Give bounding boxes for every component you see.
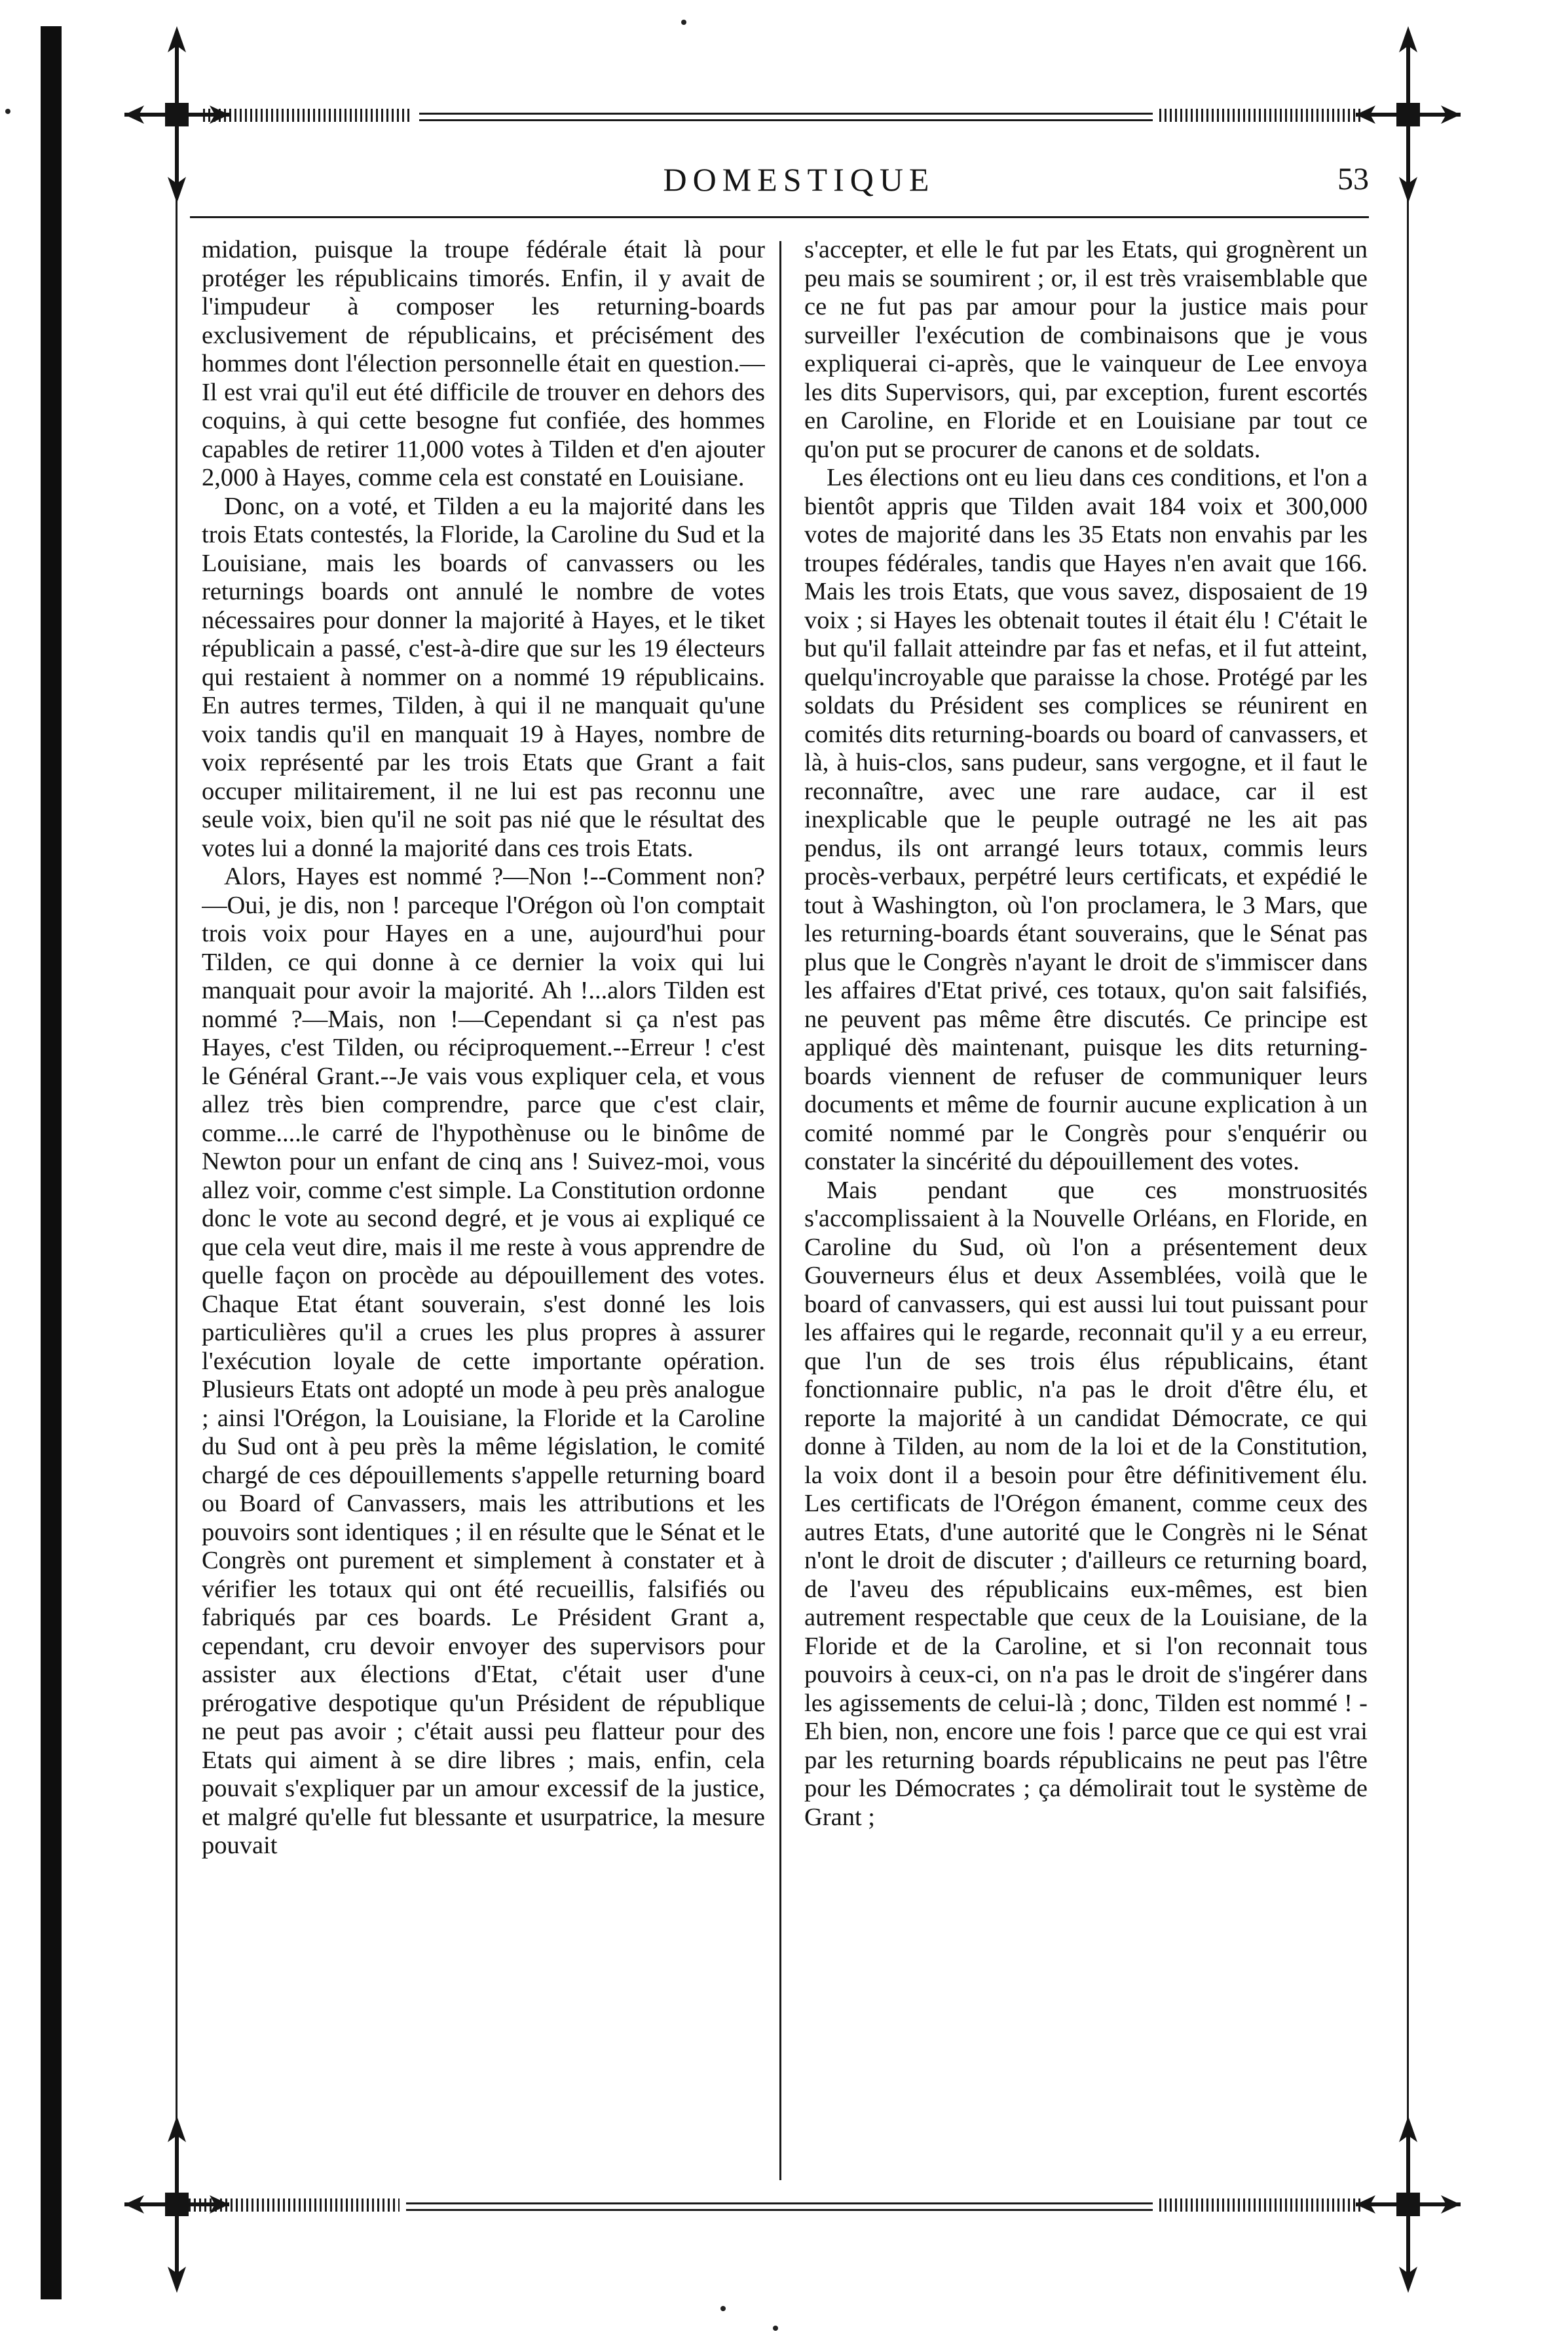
text-column-right <box>804 236 1368 2185</box>
paragraph: s'accepter, et elle le fut par les Etats, qui grognèrent un peu mais se soumirent ; or, il est très vraisemblable que ce ne fut pas par amour pour la justice mais pour surveiller l'exécution de combinaisons que je vous expliquerai ci-après, que le vainqueur de Lee envoya les dits Supervisors, qui, par exception, furent escortés en Caroline, en Floride et en Louisiane par tout ce qu'on put se procurer de canons et de soldats. <box>804 236 1368 463</box>
border-right-rule <box>1407 197 1409 2149</box>
paragraph: Mais pendant que ces monstruosités s'accomplissaient à la Nouvelle Orléans, en Floride, en Caroline du Sud, où l'on a présentement deux Gouverneurs élus et deux Assemblées, voilà que le board of canvassers, qui est aussi lui tout puissant pour les affaires qui le regarde, reconnait qu'il y a eu erreur, que l'un de ses trois élus républicains, étant fonctionnaire public, n'a pas le droit d'être élu, et reporte la majorité à un candidat Démocrate, ce qui donne à Tilden, au nom de la loi et de la Constitution, la voix dont il a besoin pour être définitivement élu. Les certificats de l'Orégon émanent, comme ceux des autres Etats, d'une autorité que le Congrès ni le Sénat n'ont le droit de discuter ; d'ailleurs ce returning board, de l'aveu des républicains eux-mêmes, est bien autrement respectable que ceux de la Louisiane, de la Floride et de la Caroline, et si l'on reconnait tous pouvoirs à ceux-ci, on n'a pas le droit de s'ingérer dans les agissements de celui-là ; donc, Tilden est nommé ! -Eh bien, non, encore une fois ! parce que ce qui est vrai par les returning boards républicains ne peut pas l'être pour les Démocrates ; ça démolirait tout le système de Grant ; <box>804 1176 1368 1831</box>
border-top-dots-left <box>203 109 413 122</box>
ink-speck <box>681 20 686 25</box>
border-bottom-rule-2 <box>406 2209 1153 2211</box>
paragraph: Donc, on a voté, et Tilden a eu la majorité dans les trois Etats contestés, la Floride, la Caroline du Sud et la Louisiane, mais les boards of canvassers ou les returnings boards ont annulé le nombre de votes nécessaires pour donner la majorité à Hayes, et le tiket républicain a passé, c'est-à-dire que sur les 19 électeurs qui restaient à nommer on a nommé 19 républicains. En autres termes, Tilden, à qui il ne manquait qu'une voix tandis qu'il en manquait 19 à Hayes, nombre de voix représenté par les trois Etats que Grant a fait occuper militairement, il ne lui est pas reconnu une seule voix, bien qu'il ne soit pas nié que le résultat des votes lui a donné la majorité dans ces trois Etats. <box>202 492 765 862</box>
paragraph: Les élections ont eu lieu dans ces conditions, et l'on a bientôt appris que Tilden avait 184 voix et 300,000 votes de majorité dans les 35 Etats non envahis par les troupes fédérales, tandis que Hayes n'en avait que 166. Mais les trois Etats, que vous savez, disposaient de 19 voix ; si Hayes les obtenait toutes il était élu ! C'était le but qu'il fallait atteindre par fas et nefas, et il fut atteint, quelqu'incroyable que paraisse la chose. Protégé par les soldats du Président ses complices se réunirent en comités dits returning-boards ou board of canvassers, et là, à huis-clos, sans pudeur, sans vergogne, et il faut le reconnaître, avec une rare audace, car il est inexplicable que le peuple outragé ne les ait pas pendus, ils ont arrangé leurs totaux, commis leurs procès-verbaux, perpétré leurs certificats, et expédié le tout à Washington, où l'on proclamera, le 3 Mars, que les returning-boards étant souverains, que le Sénat pas plus que le Congrès n'ayant le droit de s'immiscer dans les affaires d'Etat privé, ces totaux, qu'on sait falsifiés, ne peuvent pas même être discutés. Ce principe est appliqué dès maintenant, puisque les dits returning-boards viennent de refuser de communiquer leurs documents et même de fournir aucune explication à un comité nommé par le Congrès pour s'enquérir ou constater la sincérité du dépouillement des votes. <box>804 464 1368 1175</box>
fleuron-corner-ornament <box>1356 26 1461 203</box>
header-underline <box>190 216 1369 218</box>
binding-edge-bar <box>41 26 62 2299</box>
ink-speck <box>773 2326 778 2331</box>
paragraph: Alors, Hayes est nommé ?—Non !--Comment non?—Oui, je dis, non ! parceque l'Orégon où l'on comptait trois voix pour Hayes en a une, aujourd'hui pour Tilden, ce qui donne à ce dernier la voix qui lui manquait pour avoir la majorité. Ah !...alors Tilden est nommé ?—Mais, non !—Cependant si ça n'est pas Hayes, c'est Tilden, ou réciproquement.--Erreur ! c'est le Général Grant.--Je vais vous expliquer cela, et vous allez très bien comprendre, parce que c'est clair, comme....le carré de l'hypothènuse ou le binôme de Newton pour un enfant de cinq ans ! Suivez-moi, vous allez voir, comme c'est simple. La Constitution ordonne donc le vote au second degré, et je vous ai expliqué ce que cela veut dire, mais il me reste à vous apprendre de quelle façon on procède au dépouillement des votes. Chaque Etat étant souverain, s'est donné les lois particulières qu'il a crues les plus propres à assurer l'exécution loyale de cette importante opération. Plusieurs Etats ont adopté un mode à peu près analogue ; ainsi l'Orégon, la Louisiane, la Floride et la Caroline du Sud ont à peu près la même législation, le comité chargé de ces dépouillements s'appelle returning board ou Board of Canvassers, mais les attributions et les pouvoirs sont identiques ; il en résulte que le Sénat et le Congrès ont purement et simplement à constater et à vérifier les totaux qui ont été recueillis, falsifiés ou fabriqués par ces boards. Le Président Grant a, cependant, cru devoir envoyer des supervisors pour assister aux élections d'Etat, c'était user d'une prérogative despotique qu'un Président de république ne peut pas avoir ; c'était aussi peu flatteur pour des Etats qui aiment à se dire libres ; mais, enfin, cela pouvait s'expliquer par un amour excessif de la justice, et malgré qu'elle fut blessante et usurpatrice, la mesure pouvait <box>202 863 765 1859</box>
fleuron-corner-ornament <box>1356 2116 1461 2293</box>
page-number: 53 <box>1337 162 1369 197</box>
border-left-rule <box>176 197 177 2149</box>
ink-speck <box>720 2306 726 2311</box>
border-top-rule-2 <box>419 119 1153 121</box>
border-top-rule <box>419 113 1153 115</box>
border-bottom-dots-right <box>1159 2198 1362 2212</box>
border-bottom-rule <box>406 2202 1153 2204</box>
column-divider <box>779 241 781 2180</box>
ink-speck <box>5 109 10 114</box>
border-top-dots-right <box>1159 109 1362 122</box>
fleuron-corner-ornament <box>124 26 229 203</box>
running-header-title: DOMESTIQUE <box>663 161 935 198</box>
text-column-left <box>202 236 765 2185</box>
paragraph: midation, puisque la troupe fédérale était là pour protéger les républicains timorés. Enfin, il y avait de l'impudeur à composer les returning-boards exclusivement de républicains, et précisément des hommes dont l'élection personnelle était en question.— Il est vrai qu'il eut été difficile de trouver en dehors des coquins, à qui cette besogne fut confiée, des hommes capables de retirer 11,000 votes à Tilden et d'en ajouter 2,000 à Hayes, comme cela est constaté en Louisiane. <box>202 236 765 491</box>
